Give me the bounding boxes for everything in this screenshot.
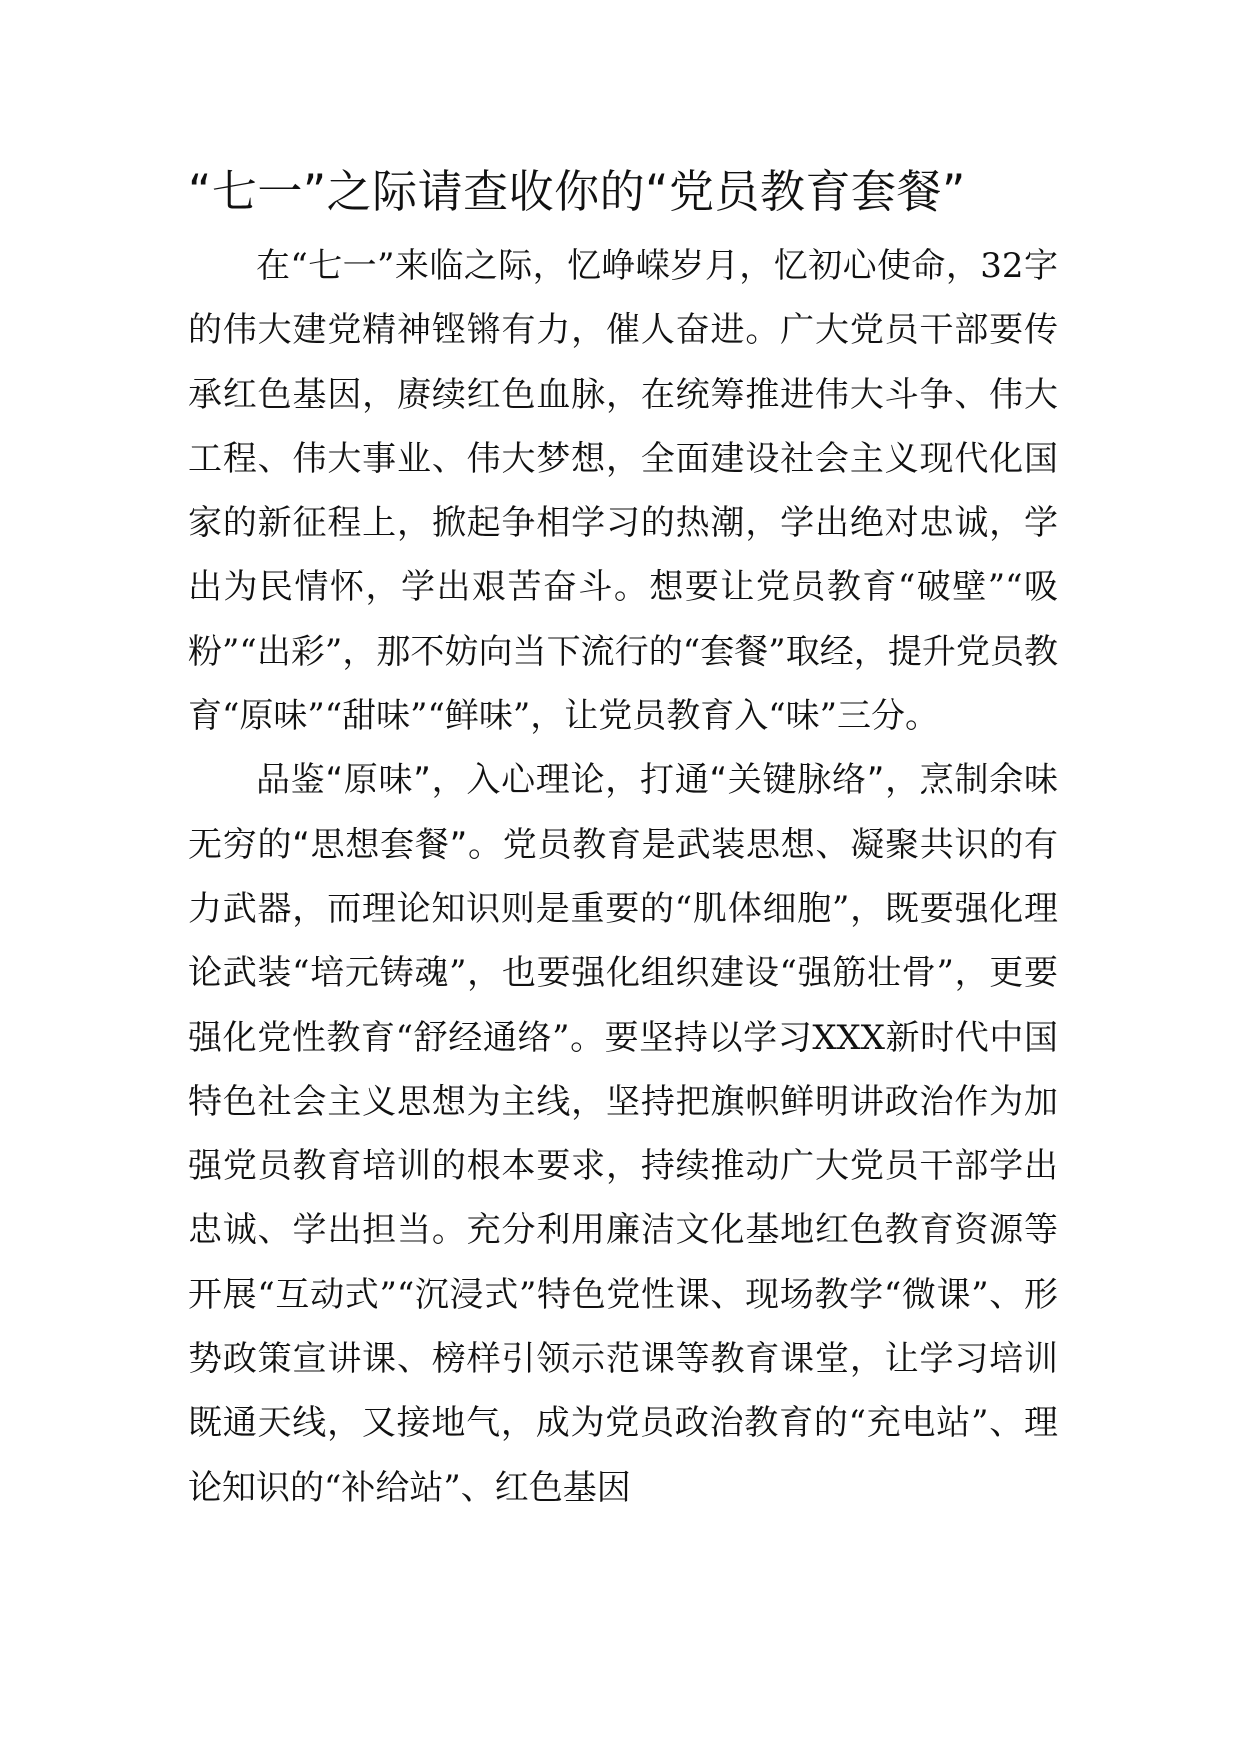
paragraph-original-flavor-text: 党员教育是武装思想、凝聚共识的有力武器，而理论知识则是重要的“肌体细胞”，既要强化理论武装“培元铸魂”，也要强化组织建设“强筋壮骨”，更要强化党性教育“舒经通络”。要坚持以学习XXX新时代中国特色社会主义思想为主线，坚持把旗帜鲜明讲政治作为加强党员教育培训的根本要求，持续推动广大党员干部学出忠诚、学出担当。充分利用廉洁文化基地红色教育资源等开展“互动式”“沉浸式”特色党性课、现场教学“微课”、形势政策宣讲课、榜样引领示范课等教育课堂，让学习培训既通天线，又接地气，成为党员政治教育的“充电站”、理论知识的“补给站”、红色基因 [188, 824, 1058, 1508]
article-title: “七一”之际请查收你的“党员教育套餐” [188, 165, 966, 218]
article-body [188, 234, 1058, 1520]
paragraph-original-flavor-lead: 品鉴“原味”，入心理论，打通“关键脉络”，烹制余味无穷的“思想套餐”。 [188, 760, 1058, 865]
paragraph-intro-text: 在“七一”来临之际，忆峥嵘岁月，忆初心使命，32字的伟大建党精神铿锵有力，催人奋进。广大党员干部要传承红色基因，赓续红色血脉，在统筹推进伟大斗争、伟大工程、伟大事业、伟大梦想，全面建设社会主义现代化国家的新征程上，掀起争相学习的热潮，学出绝对忠诚，学出为民情怀，学出艰苦奋斗。想要让党员教育“破壁”“吸粉”“出彩”，那不妨向当下流行的“套餐”取经，提升党员教育“原味”“甜味”“鲜味”，让党员教育入“味”三分。 [188, 246, 1058, 737]
paragraph-original-flavor [188, 748, 1058, 1520]
paragraph-intro [188, 234, 1058, 748]
